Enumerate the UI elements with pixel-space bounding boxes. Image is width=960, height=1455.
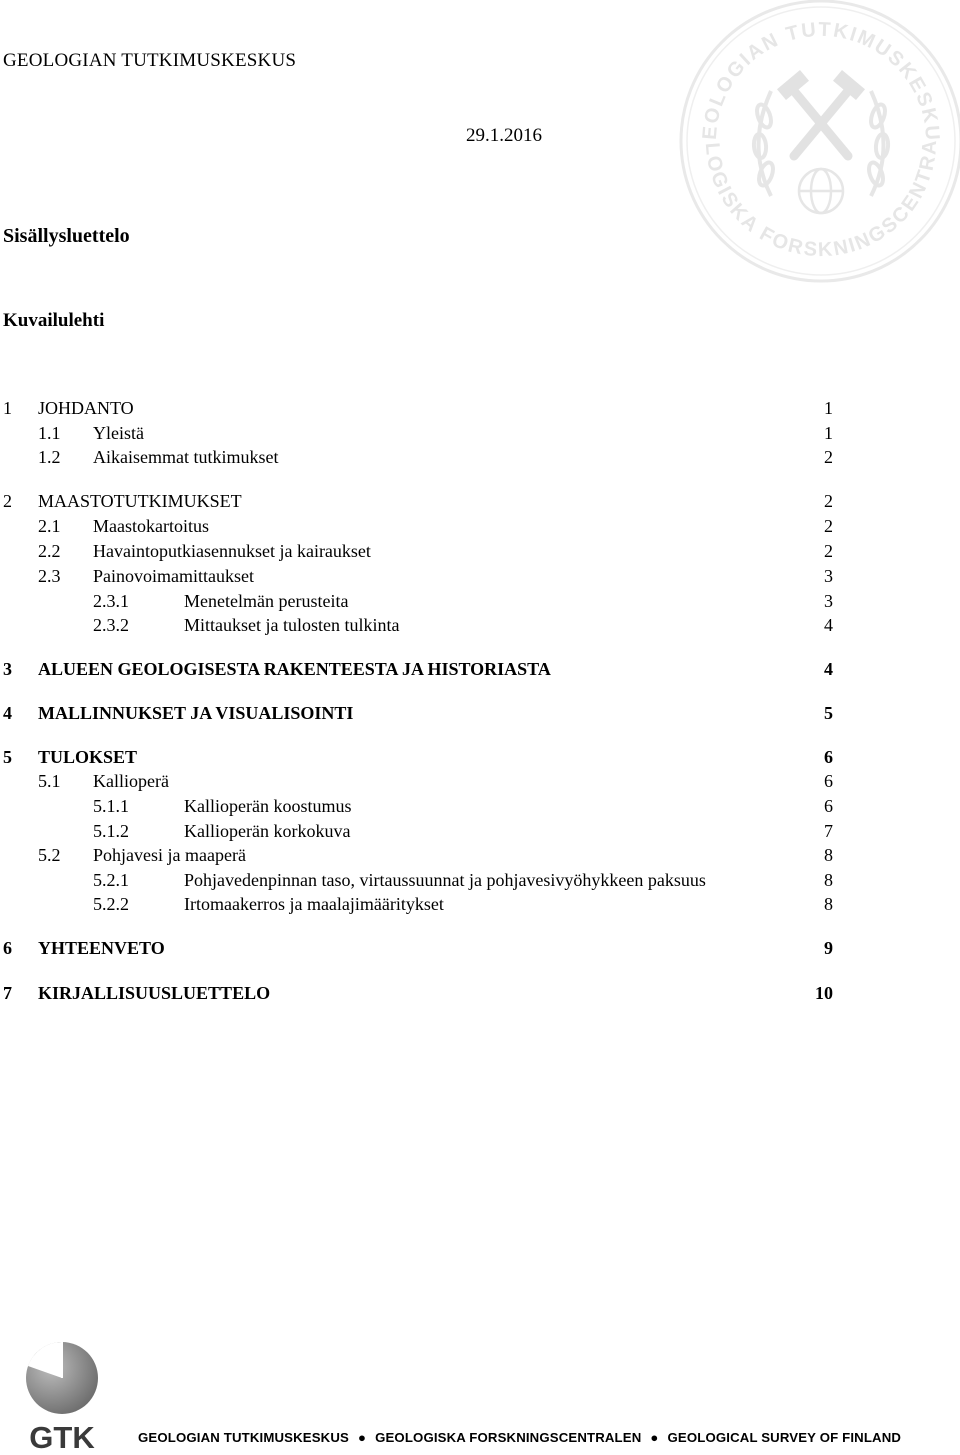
- toc-number: 1: [3, 398, 12, 418]
- toc-title: Painovoimamittaukset: [93, 566, 254, 586]
- footer-org-en: GEOLOGICAL SURVEY OF FINLAND: [667, 1430, 902, 1445]
- toc-title: Pohjavedenpinnan taso, virtaussuunnat ja pohjavesivyöhykkeen paksuus: [184, 870, 706, 890]
- toc-entry[interactable]: [0, 894, 960, 918]
- seal-text-bottom: LOGISKA FORSKNINGSCENTRA: [700, 137, 942, 262]
- toc-page: 10: [815, 983, 833, 1003]
- toc-entry[interactable]: [0, 566, 960, 590]
- toc-entry[interactable]: [0, 796, 960, 820]
- toc-title: Pohjavesi ja maaperä: [93, 845, 246, 865]
- toc-title: Kallioperän koostumus: [184, 796, 352, 816]
- toc-entry[interactable]: [0, 447, 960, 471]
- document-date: 29.1.2016: [466, 125, 542, 146]
- toc-number: 2.1: [38, 516, 61, 536]
- toc-page: 1: [824, 398, 833, 418]
- toc-entry[interactable]: [0, 541, 960, 565]
- toc-entry[interactable]: [0, 747, 960, 771]
- toc-page: 2: [824, 447, 833, 467]
- toc-title: MALLINNUKSET JA VISUALISOINTI: [38, 703, 354, 723]
- toc-number: 2: [3, 491, 12, 511]
- toc-title: Kallioperän korkokuva: [184, 821, 351, 841]
- toc-title: JOHDANTO: [38, 398, 134, 418]
- toc-entry[interactable]: [0, 423, 960, 447]
- toc-number: 2.3.1: [93, 591, 129, 611]
- globe-icon: [799, 169, 843, 213]
- toc-page: 8: [824, 845, 833, 865]
- seal-watermark: [676, 0, 960, 286]
- toc-number: 5.1: [38, 771, 61, 791]
- toc-page: 8: [824, 894, 833, 914]
- toc-number: 1.1: [38, 423, 61, 443]
- toc-title: Irtomaakerros ja maalajimääritykset: [184, 894, 444, 914]
- gtk-logo: [18, 1340, 108, 1452]
- toc-entry[interactable]: [0, 845, 960, 869]
- description-sheet-link[interactable]: Kuvailulehti: [3, 310, 105, 331]
- wreath-icon: [753, 91, 889, 196]
- toc-entry[interactable]: [0, 938, 960, 962]
- toc-entry[interactable]: [0, 821, 960, 845]
- toc-page: 6: [824, 796, 833, 816]
- toc-number: 5.2.2: [93, 894, 129, 914]
- toc-entry[interactable]: [0, 491, 960, 515]
- toc-title: TULOKSET: [38, 747, 138, 767]
- toc-number: 3: [3, 659, 12, 679]
- toc-title: YHTEENVETO: [38, 938, 165, 958]
- toc-page: 6: [824, 747, 833, 767]
- seal-text-top: EOLOGIAN TUTKIMUSKESKU: [698, 18, 944, 143]
- toc-page: 4: [824, 659, 833, 679]
- toc-number: 5: [3, 747, 12, 767]
- toc-number: 1.2: [38, 447, 61, 467]
- toc-page: 4: [824, 615, 833, 635]
- toc-entry[interactable]: [0, 659, 960, 683]
- organization-name: GEOLOGIAN TUTKIMUSKESKUS: [3, 50, 297, 71]
- toc-number: 5.1.2: [93, 821, 129, 841]
- toc-number: 2.3.2: [93, 615, 129, 635]
- toc-title: Mittaukset ja tulosten tulkinta: [184, 615, 400, 635]
- toc-page: 1: [824, 423, 833, 443]
- bullet-icon: ●: [357, 1430, 367, 1445]
- toc-entry[interactable]: [0, 398, 960, 422]
- footer-org-sv: GEOLOGISKA FORSKNINGSCENTRALEN: [375, 1430, 642, 1445]
- toc-entry[interactable]: [0, 983, 960, 1007]
- toc-entry[interactable]: [0, 516, 960, 540]
- toc-number: 2.3: [38, 566, 61, 586]
- toc-entry[interactable]: [0, 771, 960, 795]
- toc-page: 3: [824, 591, 833, 611]
- toc-page: 8: [824, 870, 833, 890]
- toc-page: 5: [824, 703, 833, 723]
- toc-page: 7: [824, 821, 833, 841]
- toc-number: 5.1.1: [93, 796, 129, 816]
- toc-entry[interactable]: [0, 615, 960, 639]
- toc-title: Yleistä: [93, 423, 144, 443]
- toc-number: 7: [3, 983, 12, 1003]
- footer-org-fi: GEOLOGIAN TUTKIMUSKESKUS: [138, 1430, 349, 1445]
- toc-entry[interactable]: [0, 703, 960, 727]
- toc-page: 6: [824, 771, 833, 791]
- crossed-hammers-icon: [794, 91, 848, 156]
- toc-entry[interactable]: [0, 870, 960, 894]
- toc-heading: Sisällysluettelo: [3, 225, 130, 247]
- toc-title: KIRJALLISUUSLUETTELO: [38, 983, 271, 1003]
- toc-title: ALUEEN GEOLOGISESTA RAKENTEESTA JA HISTORIASTA: [38, 659, 551, 679]
- toc-page: 9: [824, 938, 833, 958]
- toc-number: 6: [3, 938, 12, 958]
- footer-organizations: [138, 1430, 938, 1445]
- toc-title: Kallioperä: [93, 771, 169, 791]
- toc-number: 2.2: [38, 541, 61, 561]
- toc-title: MAASTOTUTKIMUKSET: [38, 491, 242, 511]
- toc-entry[interactable]: [0, 591, 960, 615]
- toc-page: 2: [824, 516, 833, 536]
- toc-number: 5.2: [38, 845, 61, 865]
- toc-title: Menetelmän perusteita: [184, 591, 349, 611]
- toc-title: Havaintoputkiasennukset ja kairaukset: [93, 541, 371, 561]
- gtk-logo-text: GTK: [29, 1420, 95, 1452]
- toc-page: 2: [824, 491, 833, 511]
- toc-number: 5.2.1: [93, 870, 129, 890]
- toc-page: 2: [824, 541, 833, 561]
- toc-number: 4: [3, 703, 12, 723]
- toc-title: Aikaisemmat tutkimukset: [93, 447, 279, 467]
- toc-title: Maastokartoitus: [93, 516, 209, 536]
- bullet-icon: ●: [650, 1430, 659, 1445]
- toc-page: 3: [824, 566, 833, 586]
